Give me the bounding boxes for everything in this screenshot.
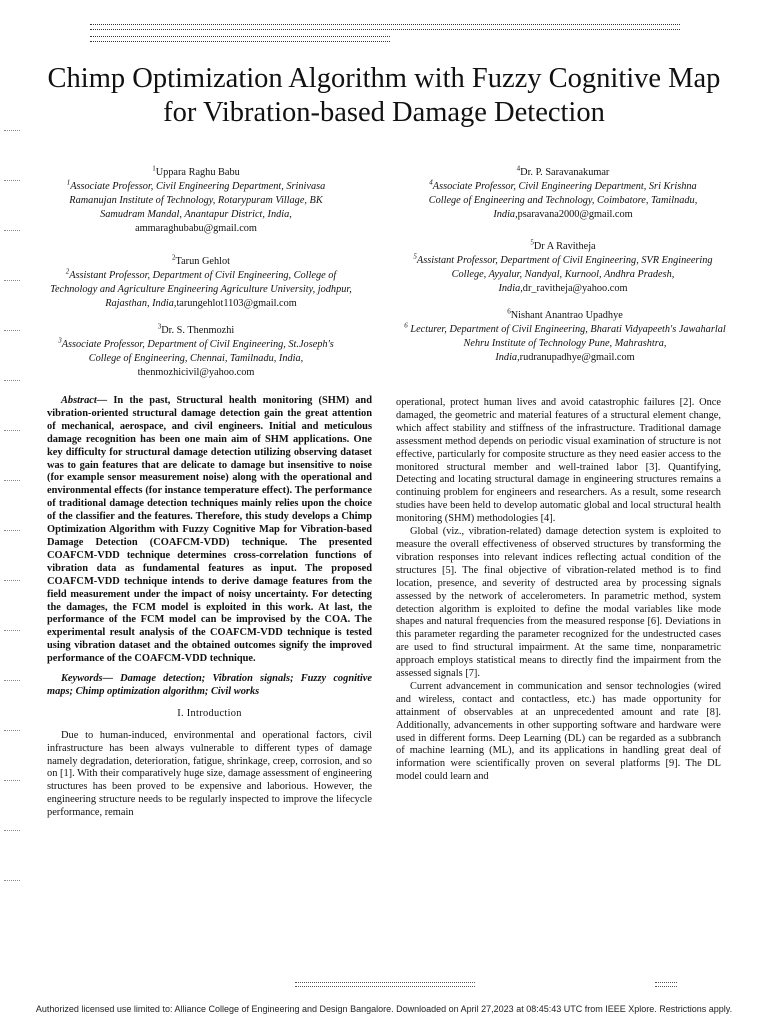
redacted-conference-header <box>90 18 680 42</box>
redacted-footer-right <box>655 982 677 987</box>
author-affiliation: $^3$Associate Professor, Department of Civil Engineering, St.Joseph's College of Engineering, Chennai, Tamilnadu, India, <box>58 336 334 364</box>
author-email: dr_ravitheja@yahoo.com <box>522 283 628 294</box>
author-name: $^5$Dr A Ravitheja <box>530 238 596 252</box>
author-name: $^6$Nishant Anantrao Upadhye <box>507 307 623 321</box>
paper-title: Chimp Optimization Algorithm with Fuzzy Cognitive Map for Vibration-based Damage Detection <box>47 63 721 128</box>
author-affiliation: $^1$Associate Professor, Civil Engineering Department, Srinivasa Ramanujan Institute of Technology, Rotarypuram Village, BK Samudram Mandal, Anantapur District, India, <box>66 178 326 220</box>
author-block <box>46 324 346 380</box>
author-email: ammaraghubabu@gmail.com <box>135 223 257 234</box>
header-line <box>90 36 390 42</box>
author-block <box>398 309 732 365</box>
abstract-text: In the past, Structural health monitoring (SHM) and vibration-oriented structural damage detection gain the great attention of mechanical, aerospace, and civil engineers. Initial and meticulous damage recognition has been one main aim of SHM applications. One key difficulty for structural damage detection utilizing observing dataset was to gain features that are delicate to damage but insensitive to noise (for example sensor measurement noise) along with the operational and environmental effects (for instance temperature effect). The performance of traditional damage detection techniques mainly relies upon the choice of the classifier and the features. Therefore, this study develops a Chimp Optimization Algorithm with Fuzzy Cognitive Map for Vibration-based Damage Detection (COAFCM-VDD) technique. The presented COAFCM-VDD technique determines cross-correlation functions of vibration data as fundamental features as input. The proposed COAFCM-VDD technique intends to derive damage features from the field measurement under the impact of noisy uncertainty. For detecting the damages, the FCM model is exploited in this work. At last, the performance of the FCM model can be improvised by the COA. The experimental result analysis of the COAFCM-VDD technique is tested using vibration dataset and the obtained outcomes signify the improved performance of the COAFCM-VDD technique. <box>47 395 372 665</box>
author-email: tarungehlot1103@gmail.com <box>176 298 297 309</box>
redacted-footer-left <box>295 982 475 987</box>
author-affiliation: $^2$Assistant Professor, Department of Civil Engineering, College of Technology and Agriculture Engineering Agriculture University, jodhpur, Rajasthan, India,tarungehlot1103@gmail.com <box>50 267 352 309</box>
author-name: $^1$Uppara Raghu Babu <box>152 164 240 178</box>
author-email: psaravana2000@gmail.com <box>517 209 633 220</box>
section-heading: I. Introduction <box>177 707 242 719</box>
keywords-text: Damage detection; Vibration signals; Fuzzy cognitive maps; Chimp optimization algorithm; Civil works <box>47 673 372 697</box>
keywords <box>47 673 372 699</box>
keywords-label: Keywords— <box>61 673 113 685</box>
left-column <box>47 395 372 820</box>
abstract <box>47 395 372 666</box>
author-block <box>404 240 722 296</box>
body-paragraph: Current advancement in communication and sensor technologies (wired and wireless, contact and contactless, etc.) has made opportunity for attainment of observables at an unprecedented amount and rate [8]. Additionally, advancements in other supporting software and hardware were used in different forms. Deep Learning (DL) can be regarded as a subbranch of machine learning (ML), and its applications in handling great deal of information were scientifically proven on several platforms [9]. The DL model could learn and <box>396 680 721 783</box>
right-column <box>396 397 721 784</box>
author-affiliation: $^6$ Lecturer, Department of Civil Engineering, Bharati Vidyapeeth's Jawaharlal Nehru Institute of Technology Pune, Mahrashtra, India,rudranupadhye@gmail.com <box>404 321 726 363</box>
license-notice: Authorized licensed use limited to: Alliance College of Engineering and Design Bangalore. Downloaded on April 27,2023 at 08:45:43 UTC from IEEE Xplore. Restrictions apply. <box>35 1004 733 1014</box>
body-paragraph: operational, protect human lives and avoid catastrophic failures [2]. Once damaged, the geometric and material features of a structural element change, which affect stability and stiffness of the infrastructure. Traditional damage assessment method depends on periodic visual examination of structure is not effective, particularly for composite structure as they need easier access to the monitored structural member and well-trained labor [3]. Quantifying, Detecting and locating structural damage in engineering structures remains a continuing problem for engineers and researchers. As a result, some research studies have been held to develop automatic global and local structural health monitoring (SHM) methodologies [4]. <box>396 397 721 525</box>
author-affiliation: $^5$Assistant Professor, Department of Civil Engineering, SVR Engineering College, Ayyalur, Nandyal, Kurnool, Andhra Pradesh, India,dr_ravitheja@yahoo.com <box>413 252 713 294</box>
redacted-side-margin <box>4 120 24 910</box>
author-affiliation: $^4$Associate Professor, Civil Engineering Department, Sri Krishna College of Engineering and Technology, Coimbatore, Tamilnadu, India,psaravana2000@gmail.com <box>428 178 698 220</box>
author-block <box>46 166 346 236</box>
author-block <box>418 166 708 222</box>
author-block <box>44 255 358 311</box>
author-name: $^2$Tarun Gehlot <box>172 253 230 267</box>
header-line <box>90 24 680 30</box>
author-email: thenmozhicivil@yahoo.com <box>137 367 255 378</box>
author-name: $^4$Dr. P. Saravanakumar <box>516 164 610 178</box>
intro-paragraph: Due to human-induced, environmental and operational factors, civil infrastructure has been always vulnerable to different types of damage namely degradation, deterioration, fatigue, shrinkage, creep, corrosion, and so on [1]. With their comparatively huge size, damage assessment of engineering structures has been proved to be expensive and laborious. However, the engineering structure needs to be regularly inspected to improve the lifecycle performance, remain <box>47 729 372 819</box>
abstract-label: Abstract— <box>61 395 108 406</box>
author-name: $^3$Dr. S. Thenmozhi <box>157 322 235 336</box>
author-email: rudranupadhye@gmail.com <box>519 352 635 363</box>
body-paragraph: Global (viz., vibration-related) damage detection system is exploited to measure the overall effectiveness of observed structures by transforming the vibration responses into relevant indices reflecting actual condition of the structures [5]. The final objective of vibration-related method is to find location, presence, and severity of destructed area by processing signals assessed by the network of accelerometers. In parametric method, system detection algorithm is exploited to define the modal variables like mode shapes and natural frequencies from the measured response [6]. Deviations in this parameter regarding the parameter recognized for the undestructed cases are used to find structural impairment. At the same time, nonparametric approach employs statistical means to directly find the impairment from the assessed signals [7]. <box>396 526 721 680</box>
